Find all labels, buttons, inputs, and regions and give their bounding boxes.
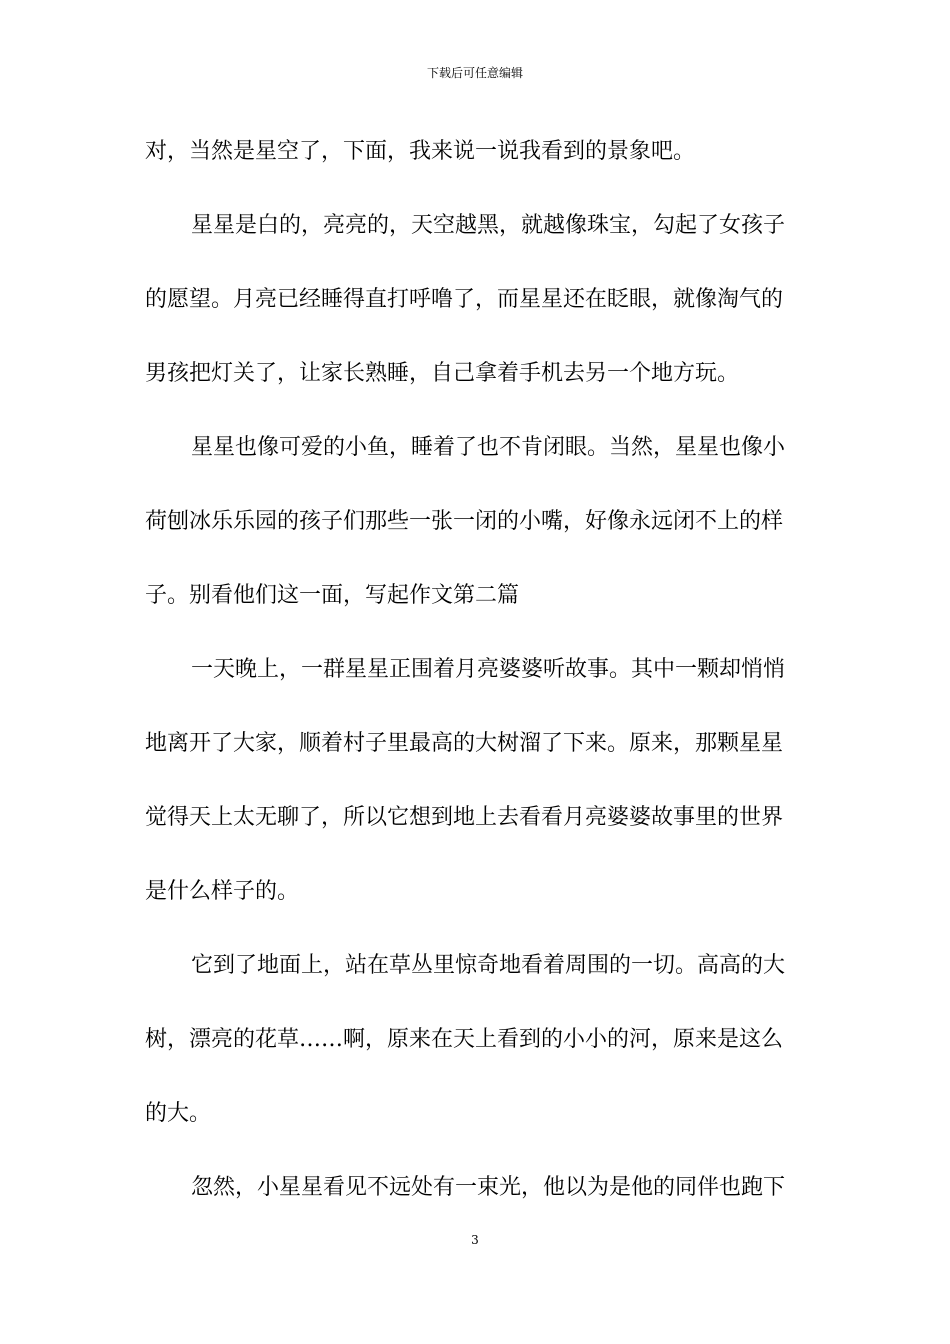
text-line: 男孩把灯关了，让家长熟睡，自己拿着手机去另一个地方玩。 bbox=[145, 361, 740, 386]
document-body bbox=[145, 130, 807, 1240]
text-line: 星星是白的，亮亮的，天空越黑，就越像珠宝，勾起了女孩子 bbox=[191, 213, 786, 238]
text-line: 它到了地面上，站在草丛里惊奇地看着周围的一切。高高的大 bbox=[191, 953, 786, 978]
text-line: 荷刨冰乐乐园的孩子们那些一张一闭的小嘴，好像永远闭不上的样 bbox=[145, 509, 784, 534]
text-line: 的愿望。月亮已经睡得直打呼噜了，而星星还在眨眼，就像淘气的 bbox=[145, 287, 784, 312]
text-line: 忽然，小星星看见不远处有一束光，他以为是他的同伴也跑下 bbox=[191, 1175, 786, 1200]
text-line: 觉得天上太无聊了，所以它想到地上去看看月亮婆婆故事里的世界 bbox=[145, 805, 784, 830]
text-line: 子。别看他们这一面，写起作文第二篇 bbox=[145, 583, 520, 608]
text-line: 的大。 bbox=[145, 1101, 212, 1126]
page-number: 3 bbox=[471, 1233, 479, 1247]
page-header: 下载后可任意编辑 bbox=[426, 66, 523, 80]
text-line: 是什么样子的。 bbox=[145, 879, 300, 904]
text-line: 地离开了大家，顺着村子里最高的大树溜了下来。原来，那颗星星 bbox=[145, 731, 784, 756]
text-line: 星星也像可爱的小鱼，睡着了也不肯闭眼。当然，星星也像小 bbox=[191, 435, 786, 460]
text-line: 一天晚上，一群星星正围着月亮婆婆听故事。其中一颗却悄悄 bbox=[191, 657, 786, 682]
text-line: 对，当然是星空了，下面，我来说一说我看到的景象吧。 bbox=[145, 139, 696, 164]
text-line: 树，漂亮的花草……啊，原来在天上看到的小小的河，原来是这么 bbox=[145, 1027, 784, 1052]
